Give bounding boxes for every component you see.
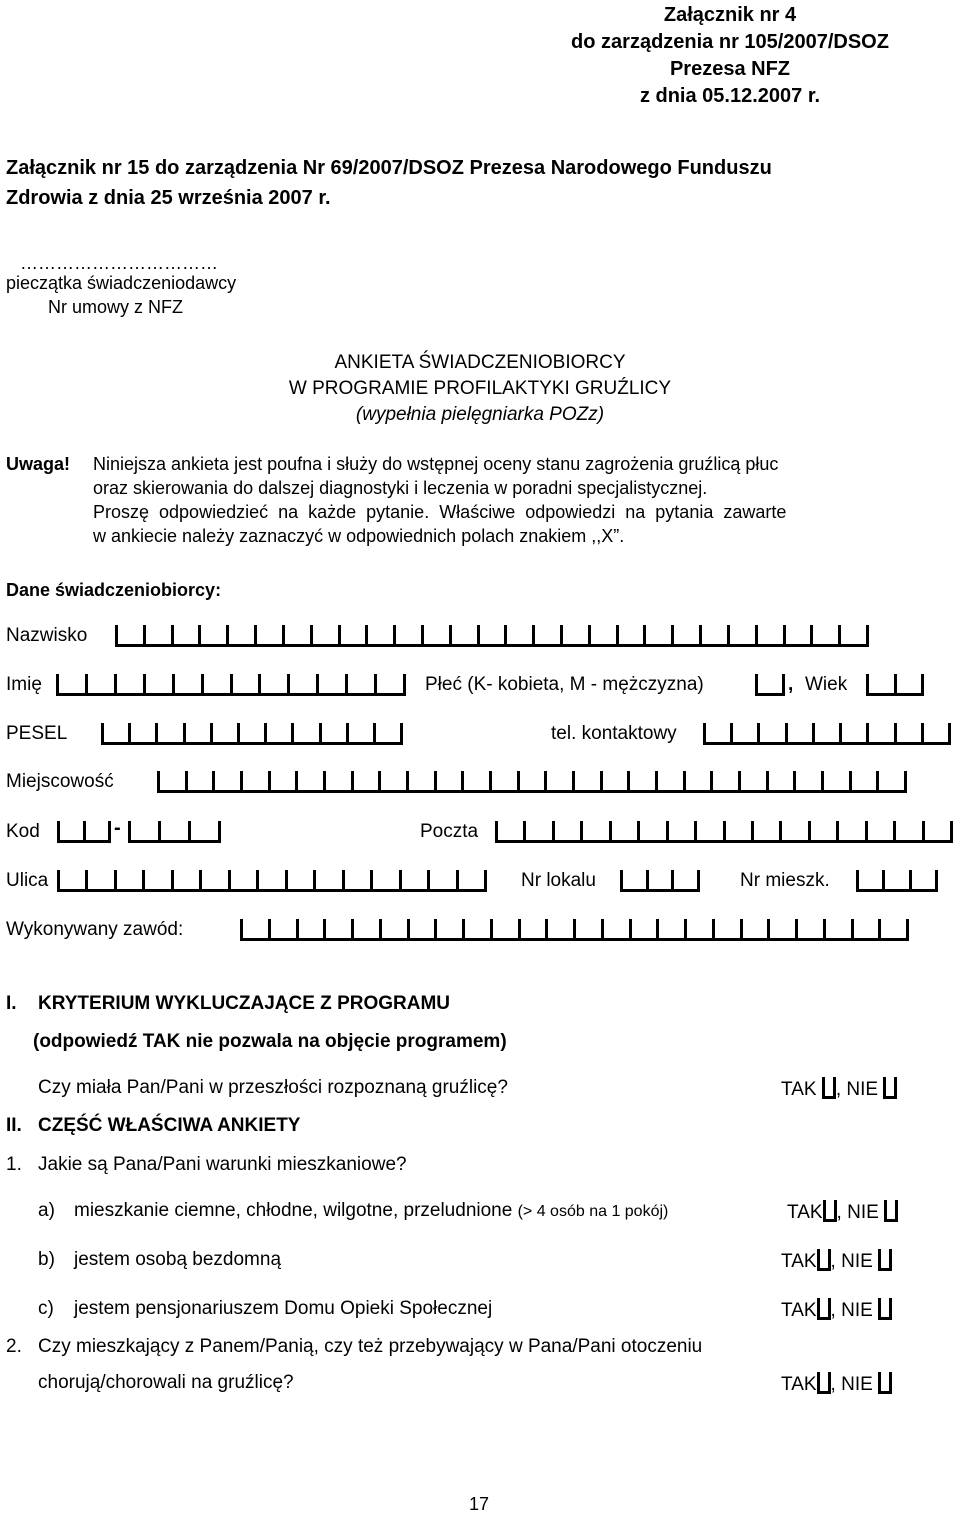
firstname-label: Imię (6, 674, 42, 695)
yes-checkbox[interactable] (817, 1249, 831, 1271)
yes-label: TAK (787, 1202, 823, 1223)
notice-line-4: w ankiecie należy zaznaczyć w odpowiednich polach znakiem ,,X”. (93, 526, 625, 546)
no-label: , NIE (830, 1251, 873, 1272)
no-label: , NIE (830, 1374, 873, 1395)
surname-label: Nazwisko (6, 625, 88, 646)
section1-answer (781, 1077, 897, 1101)
notice-line-1: Niniejsza ankieta jest poufna i służy do wstępnej oceny stanu zagrożenia gruźlicą płuc (93, 454, 779, 474)
annex-header (520, 2, 940, 110)
post-office-label: Poczta (420, 821, 479, 842)
no-checkbox[interactable] (878, 1298, 892, 1320)
option-b-answer (781, 1249, 892, 1273)
yes-label: TAK (781, 1251, 817, 1272)
sex-label: Płeć (K- kobieta, M - mężczyzna) (425, 674, 704, 695)
form-heading: Dane świadczeniobiorcy: (6, 580, 222, 600)
annex-line-2: do zarządzenia nr 105/2007/DSOZ (571, 31, 889, 53)
no-checkbox[interactable] (878, 1249, 892, 1271)
yes-checkbox[interactable] (823, 1200, 837, 1222)
option-a-label: a) (38, 1200, 55, 1221)
section2-number: II. (6, 1115, 22, 1136)
section1-heading: KRYTERIUM WYKLUCZAJĄCE Z PROGRAMU (38, 993, 451, 1014)
annex15-block (6, 153, 772, 213)
pesel-label: PESEL (6, 723, 68, 744)
no-checkbox[interactable] (878, 1372, 892, 1394)
yes-checkbox[interactable] (817, 1298, 831, 1320)
section1-subheading: (odpowiedź TAK nie pozwala na objęcie programem) (33, 1031, 507, 1052)
house-number-boxes[interactable] (856, 870, 938, 892)
annex15-line-2: Zdrowia z dnia 25 września 2007 r. (6, 187, 331, 209)
notice-text (93, 452, 786, 548)
question2-line-1: Czy mieszkający z Panem/Panią, czy też przebywający w Pana/Pani otoczeniu (38, 1336, 703, 1357)
title-line-3: (wypełnia pielęgniarka POZz) (355, 404, 605, 425)
section2-heading: CZĘŚĆ WŁAŚCIWA ANKIETY (38, 1115, 301, 1136)
street-label: Ulica (6, 870, 49, 891)
postcode-boxes-1[interactable] (57, 821, 111, 843)
section1-question: Czy miała Pan/Pani w przeszłości rozpoznaną gruźlicę? (38, 1077, 508, 1098)
title-line-1: ANKIETA ŚWIADCZENIOBIORCY (334, 352, 626, 373)
question2-answer (781, 1372, 892, 1396)
yes-label: TAK (781, 1079, 817, 1100)
age-boxes[interactable] (866, 674, 924, 696)
page-number: 17 (469, 1494, 490, 1514)
option-c-text: jestem pensjonariuszem Domu Opieki Społecznej (74, 1298, 493, 1319)
flat-number-boxes[interactable] (620, 870, 700, 892)
question1-number: 1. (6, 1154, 22, 1175)
no-checkbox[interactable] (883, 1077, 897, 1099)
question2-line-2: chorują/chorowali na gruźlicę? (38, 1372, 294, 1393)
no-label: , NIE (835, 1079, 879, 1100)
occupation-label: Wykonywany zawód: (6, 919, 184, 940)
stamp-dots: …………………………… (20, 253, 218, 273)
option-a-note: (> 4 osób na 1 pokój) (517, 1203, 669, 1220)
phone-boxes[interactable] (703, 723, 951, 745)
annex-line-3: Prezesa NFZ (669, 58, 791, 80)
phone-label: tel. kontaktowy (551, 723, 677, 744)
contract-number-label: Nr umowy z NFZ (48, 297, 183, 317)
yes-checkbox[interactable] (822, 1077, 836, 1099)
section1-number: I. (6, 993, 17, 1014)
sex-box[interactable] (755, 674, 785, 696)
notice-label: Uwaga! (6, 454, 71, 474)
title-line-2: W PROGRAMIE PROFILAKTYKI GRUŹLICY (288, 378, 672, 399)
age-separator: , (788, 674, 794, 695)
notice-line-2: oraz skierowania do dalszej diagnostyki i leczenia w poradni specjalistycznej. (93, 478, 708, 498)
no-label: , NIE (836, 1202, 879, 1223)
no-label: , NIE (830, 1300, 873, 1321)
option-a-main: mieszkanie ciemne, chłodne, wilgotne, przeludnione (74, 1200, 513, 1221)
notice-line-3: Proszę odpowiedzieć na każde pytanie. Właściwe odpowiedzi na pytania zawarte (93, 502, 787, 522)
option-b-text: jestem osobą bezdomną (74, 1249, 282, 1270)
option-c-answer (781, 1298, 892, 1322)
post-office-boxes[interactable] (495, 821, 953, 843)
stamp-label: pieczątka świadczeniodawcy (6, 273, 237, 293)
survey-title (0, 350, 960, 428)
option-a-text (74, 1200, 668, 1222)
postcode-label: Kod (6, 821, 40, 842)
postcode-boxes-2[interactable] (128, 821, 221, 843)
option-c-label: c) (38, 1298, 54, 1319)
postcode-dash: - (114, 817, 121, 839)
city-boxes[interactable] (157, 771, 907, 793)
firstname-boxes[interactable] (56, 674, 406, 696)
option-b-label: b) (38, 1249, 55, 1270)
house-number-label: Nr mieszk. (740, 870, 830, 891)
yes-label: TAK (781, 1374, 817, 1395)
option-a-answer (787, 1200, 898, 1224)
street-boxes[interactable] (57, 870, 487, 892)
pesel-boxes[interactable] (101, 723, 403, 745)
age-label: Wiek (805, 674, 848, 695)
city-label: Miejscowość (6, 771, 114, 792)
occupation-boxes[interactable] (240, 919, 909, 941)
yes-label: TAK (781, 1300, 817, 1321)
annex-line-1: Załącznik nr 4 (663, 4, 797, 26)
annex-line-4: z dnia 05.12.2007 r. (639, 85, 821, 107)
annex15-line-1: Załącznik nr 15 do zarządzenia Nr 69/2007/DSOZ Prezesa Narodowego Funduszu (6, 157, 772, 179)
surname-boxes[interactable] (115, 625, 869, 647)
yes-checkbox[interactable] (817, 1372, 831, 1394)
flat-number-label: Nr lokalu (521, 870, 596, 891)
question2-number: 2. (6, 1336, 22, 1357)
question1-text: Jakie są Pana/Pani warunki mieszkaniowe? (38, 1154, 407, 1175)
no-checkbox[interactable] (884, 1200, 898, 1222)
